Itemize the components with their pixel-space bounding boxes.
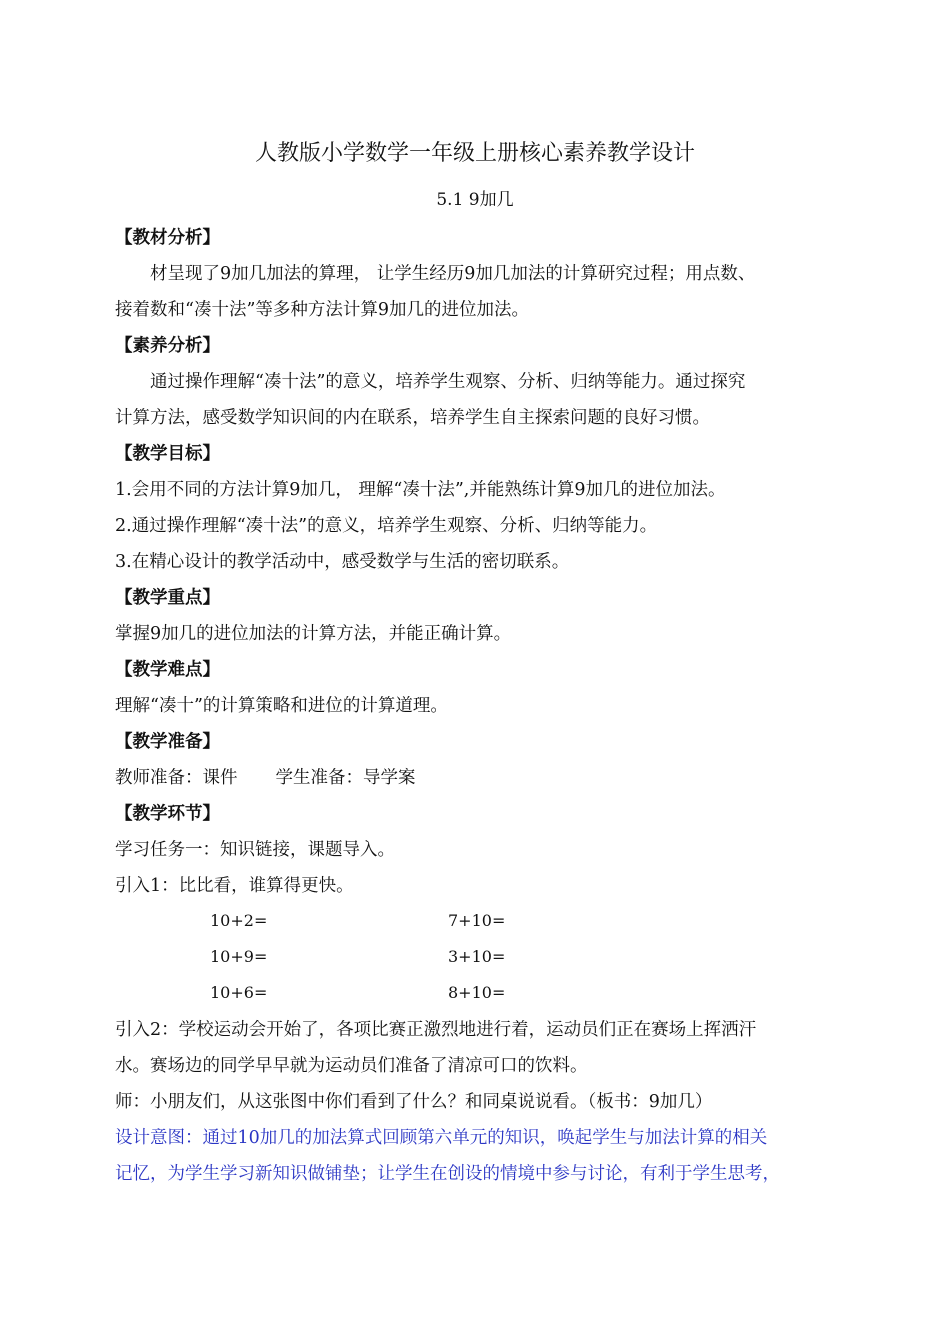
intro-line: 引入2：学校运动会开始了，各项比赛正激烈地进行着，运动员们正在赛场上挥洒汗 [115,1020,757,1040]
design-intent-line: 设计意图：通过10加几的加法算式回顾第六单元的知识，唤起学生与加法计算的相关 [115,1128,768,1148]
design-intent-line: 记忆，为学生学习新知识做铺垫；让学生在创设的情境中参与讨论，有利于学生思考， [115,1164,780,1184]
goal-item: 2.通过操作理解“凑十法”的意义，培养学生观察、分析、归纳等能力。 [115,516,658,536]
process-heading: 【教学环节】 [115,804,220,824]
material-heading: 【教材分析】 [115,228,220,248]
literacy-paragraph-line: 计算方法，感受数学知识间的内在联系，培养学生自主探索问题的良好习惯。 [115,408,710,428]
goal-item: 3.在精心设计的教学活动中，感受数学与生活的密切联系。 [115,552,570,572]
difficulty-heading: 【教学难点】 [115,660,220,680]
teacher-preparation: 教师准备：课件 [115,768,238,788]
document-title: 人教版小学数学一年级上册核心素养教学设计 [254,141,695,166]
key-points-text: 掌握9加几的进位加法的计算方法，并能正确计算。 [115,624,512,644]
preparation-heading: 【教学准备】 [115,732,220,752]
learning-task-line: 学习任务一：知识链接，课题导入。 [115,840,395,860]
intro-line: 引入1：比比看，谁算得更快。 [115,876,354,896]
student-preparation: 学生准备：导学案 [275,768,416,788]
lesson-subtitle: 5.1 9加几 [436,190,514,210]
key-points-heading: 【教学重点】 [115,588,220,608]
material-paragraph-line: 接着数和“凑十法”等多种方法计算9加几的进位加法。 [115,300,530,320]
equation-item: 3+10= [448,947,506,966]
intro-line: 水。赛场边的同学早早就为运动员们准备了清凉可口的饮料。 [115,1056,588,1076]
equation-item: 7+10= [448,911,506,930]
goal-item: 1.会用不同的方法计算9加几， 理解“凑十法”,并能熟练计算9加几的进位加法。 [115,480,726,500]
goals-heading: 【教学目标】 [115,444,220,464]
equation-item: 10+2= [210,911,268,930]
material-paragraph-line: 材呈现了9加几加法的算理， 让学生经历9加几加法的计算研究过程；用点数、 [150,264,756,284]
teacher-line: 师：小朋友们，从这张图中你们看到了什么？和同桌说说看。（板书：9加几） [115,1092,713,1112]
equation-item: 10+9= [210,947,268,966]
literacy-paragraph-line: 通过操作理解“凑十法”的意义，培养学生观察、分析、归纳等能力。通过探究 [150,372,746,392]
literacy-heading: 【素养分析】 [115,336,220,356]
difficulty-text: 理解“凑十”的计算策略和进位的计算道理。 [115,696,448,716]
equation-item: 10+6= [210,983,268,1002]
equation-item: 8+10= [448,983,506,1002]
preparation-line [115,766,850,790]
